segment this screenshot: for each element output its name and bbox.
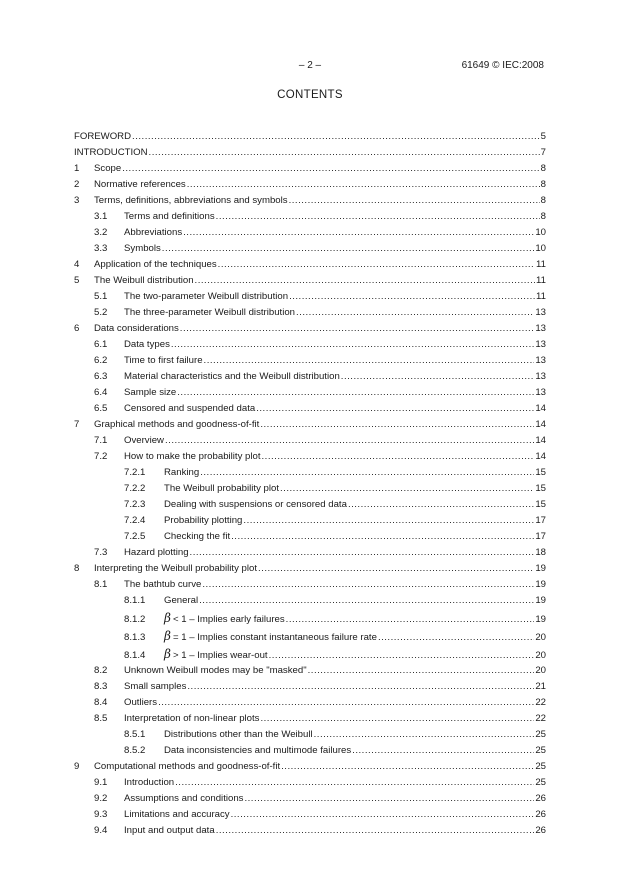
dot-leader [216, 211, 540, 223]
toc-entry[interactable] [74, 355, 546, 371]
toc-page-number: 13 [535, 387, 546, 398]
dot-leader [244, 793, 534, 805]
toc-page-number: 17 [535, 531, 546, 542]
toc-title-text: Distributions other than the Weibull [164, 729, 313, 740]
toc-section-title [164, 595, 198, 606]
page-number: – 2 – [298, 60, 322, 71]
toc-title-text: Overview [124, 435, 164, 446]
toc-entry[interactable] [74, 713, 546, 729]
dot-leader [289, 291, 535, 303]
toc-section-number: 6.1 [94, 339, 108, 350]
toc-section-number: 6 [74, 323, 80, 334]
toc-section-number: 7.2.2 [124, 483, 146, 494]
toc-title-text: The Weibull probability plot [164, 483, 280, 494]
toc-entry[interactable] [74, 809, 546, 825]
toc-section-title [124, 211, 215, 222]
toc-title-text: > 1 – Implies wear-out [172, 650, 268, 661]
table-of-contents [74, 131, 546, 841]
dot-leader [281, 761, 534, 773]
toc-section-title [124, 697, 157, 708]
toc-section-title [124, 713, 259, 724]
toc-title-text: Data inconsistencies and multimode failures [164, 745, 352, 756]
toc-section-number: 7.3 [94, 547, 108, 558]
toc-entry[interactable] [74, 259, 546, 275]
toc-section-title [94, 563, 257, 574]
toc-entry[interactable] [74, 147, 546, 163]
toc-title-text: The bathtub curve [124, 579, 202, 590]
standard-reference: 61649 © IEC:2008 [461, 60, 544, 71]
dot-leader [190, 547, 535, 559]
dot-leader [341, 371, 535, 383]
toc-title-text: Computational methods and goodness-of-fit [94, 761, 281, 772]
toc-section-number: 9.3 [94, 809, 108, 820]
dot-leader [262, 451, 535, 463]
toc-section-number: 8 [74, 563, 80, 574]
toc-entry[interactable] [74, 681, 546, 697]
dot-leader [204, 355, 535, 367]
toc-section-number: 7.2.5 [124, 531, 146, 542]
toc-title-text: Data types [124, 339, 170, 350]
dot-leader [187, 681, 534, 693]
toc-section-title [164, 499, 347, 510]
toc-page-number: 14 [535, 419, 546, 430]
toc-page-number: 14 [535, 451, 546, 462]
toc-entry[interactable] [74, 665, 546, 681]
toc-section-number: 9.1 [94, 777, 108, 788]
toc-section-title [164, 745, 351, 756]
toc-section-title [164, 647, 268, 661]
toc-section-number: 5 [74, 275, 80, 286]
toc-section-title [164, 515, 242, 526]
toc-entry[interactable] [74, 647, 546, 665]
dot-leader [199, 595, 534, 607]
dot-leader [286, 614, 535, 626]
toc-entry[interactable] [74, 451, 546, 467]
dot-leader [269, 650, 535, 662]
toc-entry[interactable] [74, 515, 546, 531]
toc-section-number: 7 [74, 419, 80, 430]
toc-section-title [124, 777, 174, 788]
toc-entry[interactable] [74, 745, 546, 761]
dot-leader [218, 259, 535, 271]
toc-section-title [124, 435, 164, 446]
toc-entry[interactable] [74, 729, 546, 745]
dot-leader [180, 323, 535, 335]
toc-section-title [124, 579, 201, 590]
toc-section-title [124, 243, 161, 254]
toc-section-title [94, 323, 179, 334]
toc-section-title [124, 355, 203, 366]
toc-section-title [124, 307, 295, 318]
toc-title-text: = 1 – Implies constant instantaneous failure rate [172, 632, 377, 643]
toc-entry[interactable] [74, 195, 546, 211]
toc-title-text: Unknown Weibull modes may be "masked" [124, 665, 307, 676]
dot-leader [260, 713, 534, 725]
toc-title-text: Graphical methods and goodness-of-fit [94, 419, 260, 430]
toc-section-title [94, 761, 280, 772]
beta-symbol: β [164, 647, 171, 661]
toc-page-number: 11 [536, 275, 546, 286]
toc-entry[interactable] [74, 339, 546, 355]
toc-entry[interactable] [74, 499, 546, 515]
toc-title-text: Small samples [124, 681, 187, 692]
dot-leader [149, 147, 540, 159]
toc-title-text: Ranking [164, 467, 200, 478]
toc-section-number: 7.2 [94, 451, 108, 462]
toc-section-title [164, 629, 377, 643]
toc-page-number: 21 [535, 681, 546, 692]
toc-section-number: 8.1.2 [124, 614, 146, 625]
toc-section-number: 5.2 [94, 307, 108, 318]
toc-section-title [94, 195, 288, 206]
toc-section-number: 6.2 [94, 355, 108, 366]
toc-page-number: 7 [540, 147, 546, 158]
toc-section-title [164, 483, 279, 494]
toc-page-number: 26 [535, 809, 546, 820]
toc-section-number: 8.4 [94, 697, 108, 708]
toc-section-number: 8.2 [94, 665, 108, 676]
toc-section-title [124, 681, 186, 692]
toc-entry[interactable] [74, 777, 546, 793]
toc-page-number: 26 [535, 825, 546, 836]
toc-section-title [124, 665, 307, 676]
toc-section-title [124, 227, 182, 238]
toc-entry[interactable] [74, 531, 546, 547]
toc-entry[interactable] [74, 595, 546, 611]
toc-title-text: Data considerations [94, 323, 179, 334]
toc-section-title [164, 729, 313, 740]
toc-section-number: 7.2.1 [124, 467, 146, 478]
dot-leader [195, 275, 535, 287]
toc-entry[interactable] [74, 467, 546, 483]
toc-section-number: 9.2 [94, 793, 108, 804]
toc-section-number: 7.2.4 [124, 515, 146, 526]
dot-leader [177, 387, 534, 399]
toc-page-number: 13 [535, 339, 546, 350]
toc-section-title [124, 291, 288, 302]
toc-entry[interactable] [74, 291, 546, 307]
toc-page-number: 26 [535, 793, 546, 804]
dot-leader [308, 665, 535, 677]
toc-section-number: 8.1.1 [124, 595, 146, 606]
toc-section-number: 9.4 [94, 825, 108, 836]
toc-page-number: 19 [535, 579, 546, 590]
toc-page-number: 20 [535, 665, 546, 676]
toc-section-title [74, 147, 148, 158]
toc-page-number: 13 [535, 371, 546, 382]
toc-page-number: 13 [535, 323, 546, 334]
dot-leader [165, 435, 534, 447]
toc-page-number: 13 [535, 307, 546, 318]
toc-section-title [124, 809, 230, 820]
dot-leader [348, 499, 534, 511]
toc-section-title [94, 179, 186, 190]
toc-page-number: 19 [535, 595, 546, 606]
dot-leader [280, 483, 534, 495]
toc-section-title [124, 339, 170, 350]
toc-section-number: 7.2.3 [124, 499, 146, 510]
toc-entry[interactable] [74, 227, 546, 243]
dot-leader [314, 729, 535, 741]
toc-section-title [74, 131, 131, 142]
toc-page-number: 19 [535, 614, 546, 625]
toc-title-text: FOREWORD [74, 131, 132, 142]
toc-entry[interactable] [74, 579, 546, 595]
toc-title-text: Scope [94, 163, 122, 174]
toc-entry[interactable] [74, 163, 546, 179]
dot-leader [158, 697, 534, 709]
toc-entry[interactable] [74, 387, 546, 403]
toc-page-number: 11 [536, 259, 546, 270]
toc-section-title [164, 611, 285, 625]
toc-page-number: 8 [540, 211, 546, 222]
toc-section-title [124, 403, 255, 414]
toc-section-number: 3.1 [94, 211, 108, 222]
toc-entry[interactable] [74, 419, 546, 435]
toc-page-number: 25 [535, 729, 546, 740]
toc-page-number: 10 [535, 227, 546, 238]
dot-leader [260, 419, 534, 431]
toc-entry[interactable] [74, 547, 546, 563]
toc-title-text: Application of the techniques [94, 259, 217, 270]
dot-leader [258, 563, 534, 575]
toc-title-text: Limitations and accuracy [124, 809, 230, 820]
toc-entry[interactable] [74, 761, 546, 777]
toc-page-number: 20 [535, 650, 546, 661]
dot-leader [231, 809, 535, 821]
toc-section-number: 3 [74, 195, 80, 206]
toc-title-text: Interpretation of non-linear plots [124, 713, 260, 724]
page-title: CONTENTS [277, 89, 343, 101]
toc-section-title [124, 387, 176, 398]
dot-leader [243, 515, 534, 527]
toc-title-text: Input and output data [124, 825, 215, 836]
toc-entry[interactable] [74, 611, 546, 629]
toc-page-number: 25 [535, 761, 546, 772]
toc-title-text: < 1 – Implies early failures [172, 614, 285, 625]
toc-title-text: Interpreting the Weibull probability plot [94, 563, 258, 574]
toc-section-title [94, 419, 259, 430]
toc-page-number: 13 [535, 355, 546, 366]
toc-section-number: 8.5 [94, 713, 108, 724]
toc-section-number: 6.4 [94, 387, 108, 398]
toc-page-number: 22 [535, 713, 546, 724]
dot-leader [202, 579, 534, 591]
toc-title-text: Probability plotting [164, 515, 243, 526]
toc-title-text: Hazard plotting [124, 547, 189, 558]
dot-leader [200, 467, 534, 479]
toc-entry[interactable] [74, 483, 546, 499]
toc-section-number: 8.5.2 [124, 745, 146, 756]
toc-entry[interactable] [74, 179, 546, 195]
toc-section-title [124, 547, 189, 558]
toc-page-number: 10 [535, 243, 546, 254]
toc-section-number: 9 [74, 761, 80, 772]
toc-title-text: How to make the probability plot [124, 451, 261, 462]
toc-section-title [94, 275, 194, 286]
toc-section-title [94, 259, 217, 270]
toc-title-text: Material characteristics and the Weibull distribution [124, 371, 340, 382]
beta-symbol: β [164, 611, 171, 625]
toc-title-text: Introduction [124, 777, 175, 788]
toc-entry[interactable] [74, 371, 546, 387]
toc-section-title [124, 371, 340, 382]
toc-page-number: 14 [535, 435, 546, 446]
toc-title-text: Outliers [124, 697, 158, 708]
toc-title-text: Abbreviations [124, 227, 183, 238]
toc-entry[interactable] [74, 275, 546, 291]
toc-section-number: 8.1.3 [124, 632, 146, 643]
toc-entry[interactable] [74, 563, 546, 579]
toc-title-text: Censored and suspended data [124, 403, 256, 414]
toc-section-number: 4 [74, 259, 80, 270]
toc-section-number: 3.2 [94, 227, 108, 238]
toc-section-number: 6.5 [94, 403, 108, 414]
toc-title-text: The three-parameter Weibull distribution [124, 307, 295, 318]
toc-page-number: 22 [535, 697, 546, 708]
toc-page-number: 15 [535, 483, 546, 494]
dot-leader [378, 632, 534, 644]
toc-entry[interactable] [74, 825, 546, 841]
toc-entry[interactable] [74, 697, 546, 713]
toc-title-text: Sample size [124, 387, 177, 398]
dot-leader [175, 777, 534, 789]
toc-page-number: 18 [535, 547, 546, 558]
toc-title-text: The two-parameter Weibull distribution [124, 291, 289, 302]
toc-section-number: 2 [74, 179, 80, 190]
toc-section-number: 7.1 [94, 435, 108, 446]
toc-entry[interactable] [74, 435, 546, 451]
toc-section-title [124, 451, 261, 462]
toc-entry[interactable] [74, 243, 546, 259]
toc-title-text: Normative references [94, 179, 186, 190]
toc-section-title [124, 825, 215, 836]
toc-section-number: 8.1 [94, 579, 108, 590]
toc-entry[interactable] [74, 307, 546, 323]
toc-page-number: 8 [540, 195, 546, 206]
toc-title-text: Time to first failure [124, 355, 203, 366]
dot-leader [256, 403, 534, 415]
toc-title-text: Terms, definitions, abbreviations and symbols [94, 195, 288, 206]
beta-symbol: β [164, 629, 171, 643]
toc-section-number: 3.3 [94, 243, 108, 254]
toc-entry[interactable] [74, 403, 546, 419]
dot-leader [289, 195, 540, 207]
toc-title-text: Terms and definitions [124, 211, 215, 222]
toc-section-number: 6.3 [94, 371, 108, 382]
dot-leader [122, 163, 539, 175]
toc-title-text: Symbols [124, 243, 161, 254]
toc-page-number: 14 [535, 403, 546, 414]
toc-title-text: General [164, 595, 199, 606]
toc-entry[interactable] [74, 131, 546, 147]
dot-leader [352, 745, 534, 757]
toc-section-number: 8.1.4 [124, 650, 146, 661]
toc-page-number: 20 [535, 632, 546, 643]
toc-page-number: 8 [540, 163, 546, 174]
toc-page-number: 15 [535, 499, 546, 510]
toc-section-number: 8.3 [94, 681, 108, 692]
toc-page-number: 15 [535, 467, 546, 478]
toc-title-text: Dealing with suspensions or censored data [164, 499, 347, 510]
toc-entry[interactable] [74, 211, 546, 227]
toc-section-number: 5.1 [94, 291, 108, 302]
toc-page-number: 17 [535, 515, 546, 526]
toc-title-text: INTRODUCTION [74, 147, 148, 158]
dot-leader [296, 307, 534, 319]
toc-section-title [164, 531, 230, 542]
toc-section-title [164, 467, 199, 478]
dot-leader [171, 339, 534, 351]
toc-section-title [124, 793, 243, 804]
toc-title-text: The Weibull distribution [94, 275, 194, 286]
toc-section-title [94, 163, 121, 174]
toc-title-text: Checking the fit [164, 531, 231, 542]
toc-page-number: 8 [540, 179, 546, 190]
dot-leader [231, 531, 534, 543]
toc-page-number: 5 [540, 131, 546, 142]
toc-page-number: 19 [535, 563, 546, 574]
toc-page-number: 25 [535, 745, 546, 756]
toc-title-text: Assumptions and conditions [124, 793, 244, 804]
toc-page-number: 11 [536, 291, 546, 302]
dot-leader [216, 825, 535, 837]
toc-section-number: 1 [74, 163, 80, 174]
toc-entry[interactable] [74, 323, 546, 339]
toc-page-number: 25 [535, 777, 546, 788]
dot-leader [183, 227, 534, 239]
toc-section-number: 8.5.1 [124, 729, 146, 740]
dot-leader [187, 179, 540, 191]
toc-entry[interactable] [74, 629, 546, 647]
dot-leader [132, 131, 540, 143]
dot-leader [162, 243, 535, 255]
toc-entry[interactable] [74, 793, 546, 809]
